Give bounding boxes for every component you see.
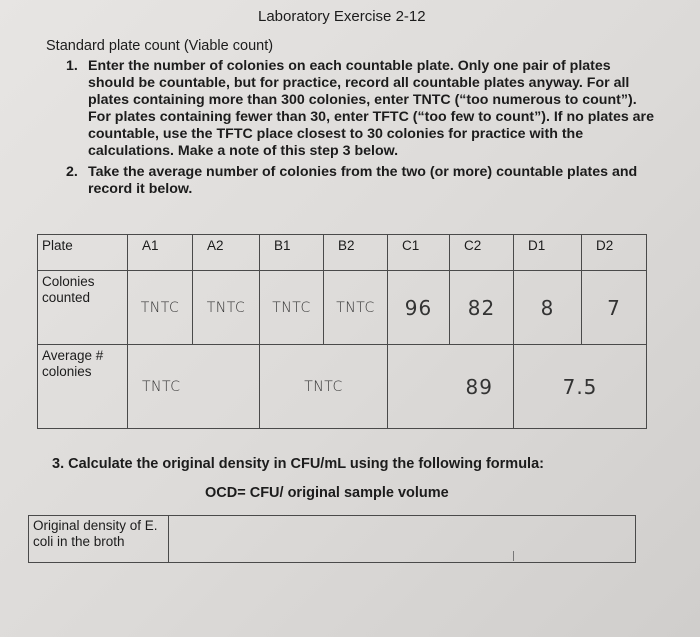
step-3-instruction: 3. Calculate the original density in CFU/mL using the following formula:	[52, 456, 544, 472]
plate-header: C1	[388, 235, 450, 271]
average-cell-d[interactable]	[514, 345, 647, 429]
colony-count-cell[interactable]	[388, 271, 450, 345]
average-cell-b[interactable]	[260, 345, 388, 429]
original-density-answer-cell[interactable]	[169, 516, 636, 563]
plate-header: A1	[128, 235, 193, 271]
page-subtitle: Standard plate count (Viable count)	[46, 38, 274, 54]
plate-row-label: Plate	[38, 235, 128, 271]
colony-count-value: TNTC	[336, 299, 375, 316]
plate-header: B1	[260, 235, 324, 271]
average-row	[38, 345, 647, 429]
colony-count-cell[interactable]	[324, 271, 388, 345]
colonies-row-label: Colonies counted	[38, 271, 128, 345]
step-number: 2.	[66, 164, 78, 180]
page-title: Laboratory Exercise 2-12	[258, 8, 426, 25]
colony-count-value: 7	[607, 295, 621, 320]
plate-count-table	[37, 234, 647, 429]
average-value: 7.5	[562, 374, 598, 399]
plate-header-row	[38, 235, 647, 271]
colony-count-value: TNTC	[206, 299, 246, 316]
instruction-list	[60, 58, 660, 202]
step-text: Take the average number of colonies from the two (or more) countable plates and record it below.	[88, 164, 638, 197]
step-text: Enter the number of colonies on each countable plate. Only one pair of plates should be countable, but for practice, record all countable plates anyway. For all plates containing more than 300 colonies, enter TNTC (“too numerous to count”). For plates containing fewer than 30, enter TFTC (“too few to count”). If no plates are countable, use the TFTC place closest to 30 colonies for practice with the calculations. Make a note of this step 3 below.	[88, 58, 654, 159]
plate-header: D1	[514, 235, 582, 271]
colony-count-cell[interactable]	[260, 271, 324, 345]
colony-count-value: TNTC	[140, 299, 180, 316]
pen-mark	[513, 551, 514, 561]
instruction-step-2	[60, 164, 660, 198]
plate-header: A2	[193, 235, 260, 271]
average-value: 89	[465, 374, 493, 399]
colony-count-value: 8	[540, 295, 555, 320]
average-cell-c[interactable]	[388, 345, 514, 429]
plate-header: B2	[324, 235, 388, 271]
plate-header: D2	[582, 235, 647, 271]
original-density-label: Original density of E. coli in the broth	[29, 516, 169, 563]
colony-count-cell[interactable]	[128, 271, 193, 345]
original-density-table	[28, 515, 636, 563]
colony-count-value: 96	[404, 295, 433, 320]
average-value: TNTC	[304, 378, 343, 395]
step-number: 1.	[66, 58, 78, 74]
colonies-row	[38, 271, 647, 345]
colony-count-cell[interactable]	[193, 271, 260, 345]
average-row-label: Average # colonies	[38, 345, 128, 429]
instruction-step-1	[60, 58, 660, 160]
ocd-formula: OCD= CFU/ original sample volume	[205, 485, 449, 501]
colony-count-value: TNTC	[272, 299, 311, 316]
colony-count-cell[interactable]	[450, 271, 514, 345]
plate-header: C2	[450, 235, 514, 271]
colony-count-cell[interactable]	[514, 271, 582, 345]
average-cell-a[interactable]	[128, 345, 260, 429]
colony-count-value: 82	[467, 295, 496, 320]
average-value: TNTC	[142, 378, 181, 395]
colony-count-cell[interactable]	[582, 271, 647, 345]
